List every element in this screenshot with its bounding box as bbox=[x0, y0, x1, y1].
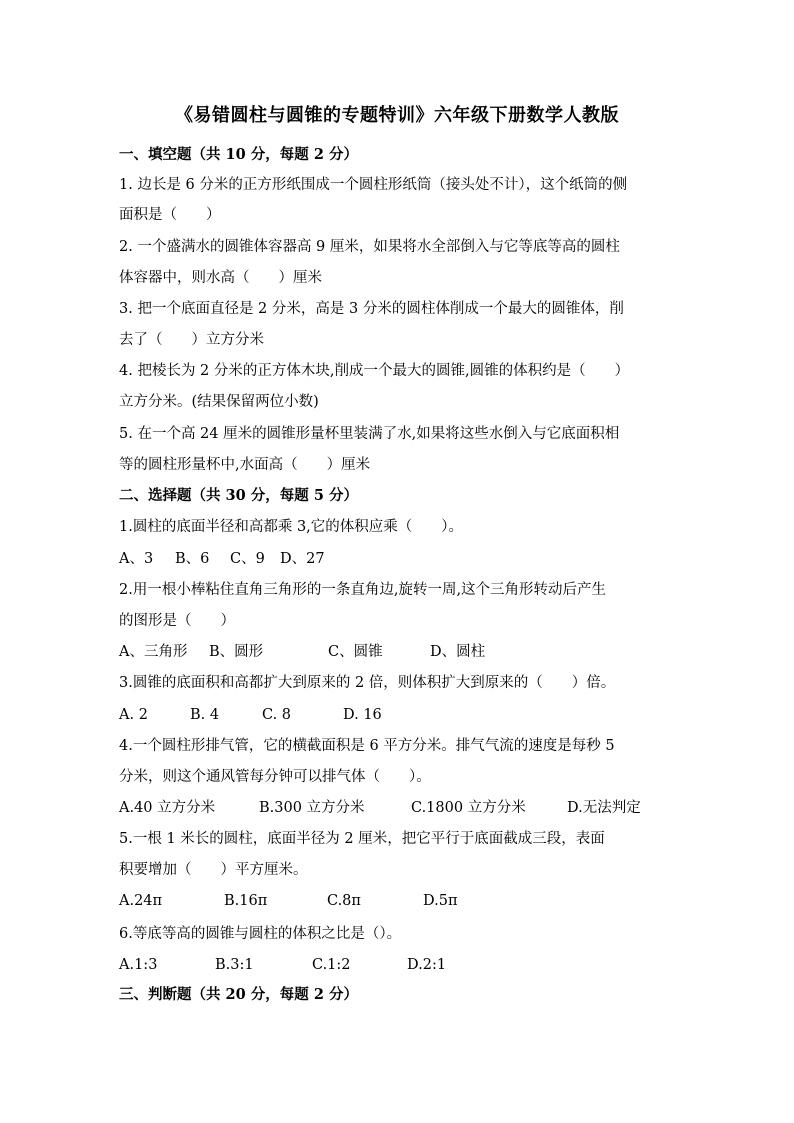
option-a: A. 2 bbox=[119, 707, 148, 723]
section-heading-fill-in: 一、填空题（共 10 分，每题 2 分） bbox=[119, 146, 358, 163]
option-c: C.1800 立方分米 bbox=[411, 800, 526, 816]
question-text: 6.等底等高的圆锥与圆柱的体积之比是（）。 bbox=[119, 926, 402, 942]
option-b: B、6 bbox=[175, 551, 210, 567]
option-c: C、圆锥 bbox=[328, 644, 383, 660]
question-text: 2.用一根小棒粘住直角三角形的一条直角边,旋转一周,这个三角形转动后产生 bbox=[119, 582, 607, 598]
question-text: 2. 一个盛满水的圆锥体容器高 9 厘米，如果将水全部倒入与它等底等高的圆柱 bbox=[119, 239, 620, 255]
option-c: C.8π bbox=[327, 893, 361, 909]
option-b: B、圆形 bbox=[209, 644, 264, 660]
section-heading-multiple-choice: 二、选择题（共 30 分，每题 5 分） bbox=[119, 487, 358, 504]
question-text: 5. 在一个高 24 厘米的圆锥形量杯里装满了水,如果将这些水倒入与它底面积相 bbox=[119, 426, 620, 442]
option-d: D.无法判定 bbox=[567, 800, 641, 816]
section-heading-true-false: 三、判断题（共 20 分，每题 2 分） bbox=[119, 986, 358, 1003]
option-a: A、3 bbox=[119, 551, 154, 567]
option-c: C.1:2 bbox=[312, 957, 351, 973]
option-d: D.5π bbox=[423, 893, 458, 909]
option-b: B.3:1 bbox=[215, 957, 254, 973]
option-b: B.16π bbox=[224, 893, 268, 909]
option-d: D、圆柱 bbox=[430, 644, 486, 660]
question-text: 4. 把棱长为 2 分米的正方体木块,削成一个最大的圆锥,圆锥的体积约是（ ） bbox=[119, 363, 630, 379]
question-text: 面积是（ ） bbox=[119, 207, 221, 223]
page-title: 《易错圆柱与圆锥的专题特训》六年级下册数学人教版 bbox=[175, 105, 619, 126]
option-c: C. 8 bbox=[262, 707, 292, 723]
question-text: 5.一根 1 米长的圆柱，底面半径为 2 厘米，把它平行于底面截成三段，表面 bbox=[119, 831, 605, 847]
option-d: D. 16 bbox=[343, 707, 382, 723]
question-text: 立方分米。(结果保留两位小数) bbox=[119, 394, 319, 410]
question-text: 4.一个圆柱形排气管，它的横截面积是 6 平方分米。排气气流的速度是每秒 5 bbox=[119, 738, 615, 754]
question-text: 去了（ ）立方分米 bbox=[119, 332, 264, 348]
question-text: 分米，则这个通风管每分钟可以排气体（ ）。 bbox=[119, 769, 431, 785]
question-text: 等的圆柱形量杯中,水面高（ ）厘米 bbox=[119, 457, 371, 473]
option-a: A、三角形 bbox=[119, 644, 188, 660]
question-text: 3. 把一个底面直径是 2 分米，高是 3 分米的圆柱体削成一个最大的圆锥体，削 bbox=[119, 301, 624, 317]
option-a: A.40 立方分米 bbox=[119, 800, 216, 816]
question-text: 1.圆柱的底面半径和高都乘 3,它的体积应乘（ ）。 bbox=[119, 519, 464, 535]
question-text: 1. 边长是 6 分米的正方形纸围成一个圆柱形纸筒（接头处不计），这个纸筒的侧 bbox=[119, 177, 628, 193]
question-text: 的图形是（ ） bbox=[119, 613, 235, 629]
option-d: D.2:1 bbox=[407, 957, 447, 973]
option-a: A.24π bbox=[119, 893, 163, 909]
question-text: 3.圆锥的底面积和高都扩大到原来的 2 倍，则体积扩大到原来的（ ）倍。 bbox=[119, 675, 616, 691]
question-text: 积要增加（ ）平方厘米。 bbox=[119, 862, 308, 878]
option-b: B.300 立方分米 bbox=[259, 800, 365, 816]
option-d: D、27 bbox=[280, 551, 325, 567]
option-c: C、9 bbox=[230, 551, 265, 567]
question-text: 体容器中，则水高（ ）厘米 bbox=[119, 270, 322, 286]
option-a: A.1:3 bbox=[119, 957, 158, 973]
option-b: B. 4 bbox=[190, 707, 220, 723]
